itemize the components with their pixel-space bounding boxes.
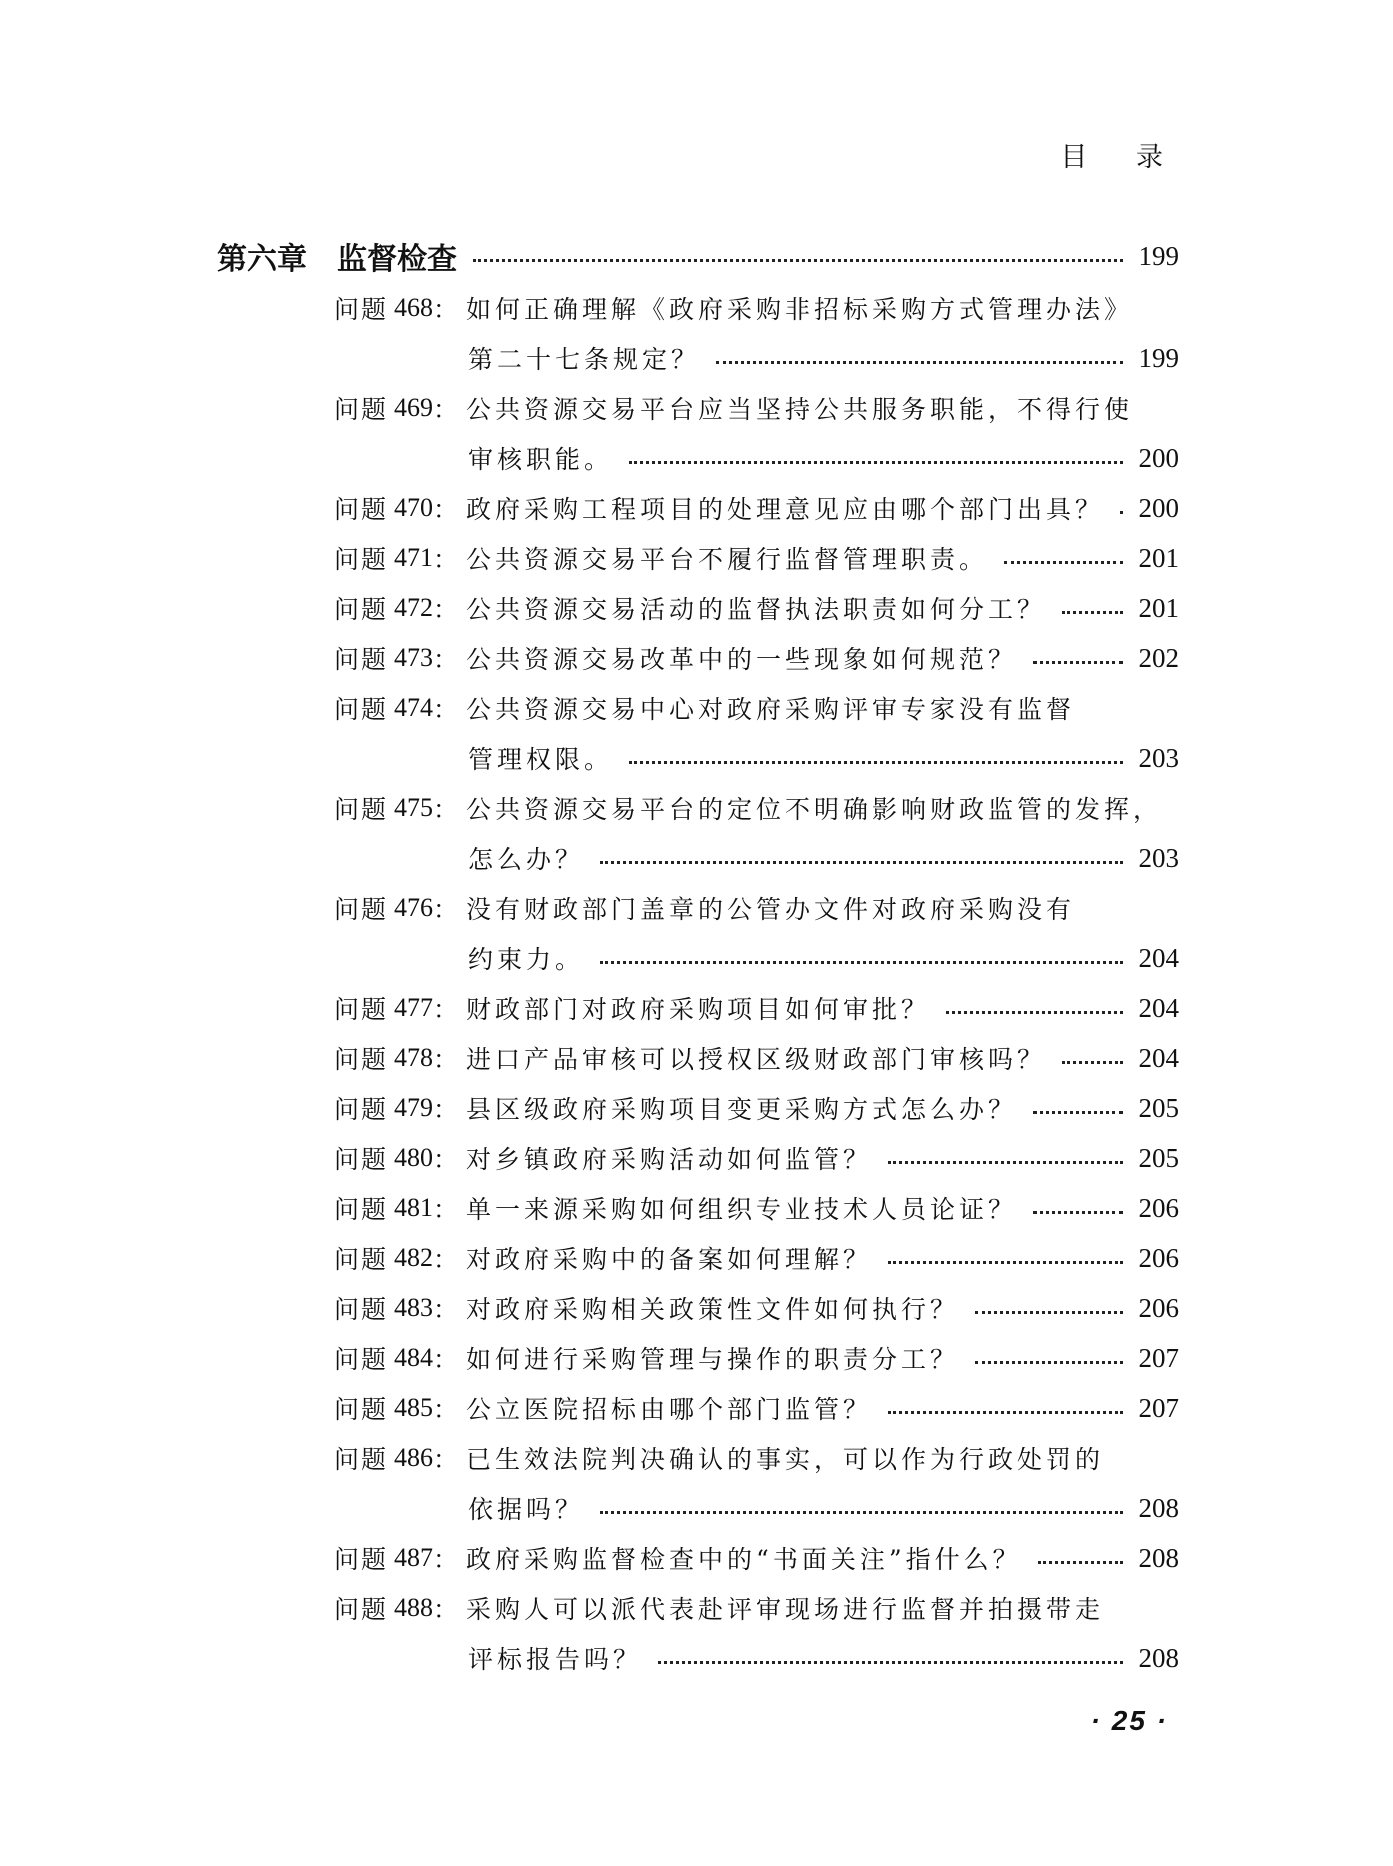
question-title-continued: 依据吗？ [468,1495,585,1524]
page-number: 200 [1138,442,1179,473]
question-number: 481 [394,1193,434,1222]
question-label: 问题 [334,995,389,1024]
question-number: 470 [394,493,434,522]
question-label: 问题 [334,1595,389,1624]
question-title: 已生效法院判决确认的事实，可以作为行政处罚的 [466,1445,1105,1474]
question-number: 468 [394,293,434,322]
question-label: 问题 [334,1445,389,1474]
question-number: 480 [394,1143,434,1172]
question-label: 问题 [334,1045,389,1074]
toc-entries [0,283,1393,1683]
dot-leader [946,1011,1122,1014]
dot-leader [888,1411,1122,1414]
question-number: 471 [394,543,434,572]
page-number: 207 [1138,1342,1179,1373]
dot-leader [1033,1211,1122,1214]
dot-leader [1033,661,1122,664]
page-number: 201 [1138,542,1179,573]
question-label: 问题 [334,1195,389,1224]
question-title: 公共资源交易平台应当坚持公共服务职能，不得行使 [466,395,1134,424]
page-number: 204 [1138,992,1179,1023]
question-label: 问题 [334,1295,389,1324]
question-label: 问题 [334,1145,389,1174]
question-title: 对政府采购相关政策性文件如何执行？ [466,1295,960,1324]
dot-leader [716,361,1122,364]
page-number: 201 [1138,592,1179,623]
question-number: 478 [394,1043,434,1072]
question-label: 问题 [334,295,389,324]
toc-entry-481[interactable]: 问题 481 ： 单一来源采购如何组织专业技术人员论证？ 206 [0,1183,1393,1233]
dot-leader [1062,1061,1122,1064]
question-title: 采购人可以派代表赴评审现场进行监督并拍摄带走 [466,1595,1105,1624]
question-label: 问题 [334,395,389,424]
question-label: 问题 [334,895,389,924]
question-number: 486 [394,1443,434,1472]
toc-entry-475[interactable]: 问题 475 ： 公共资源交易平台的定位不明确影响财政监管的发挥， 怎么办？ 203 [0,783,1393,883]
dot-leader [1038,1561,1123,1564]
question-number: 479 [394,1093,434,1122]
page-number: 206 [1138,1242,1179,1273]
question-label: 问题 [334,545,389,574]
question-label: 问题 [334,795,389,824]
dot-leader [975,1361,1122,1364]
dot-leader [888,1161,1122,1164]
question-label: 问题 [334,645,389,674]
dot-leader [888,1261,1122,1264]
question-label: 问题 [334,1395,389,1424]
question-title: 对乡镇政府采购活动如何监管？ [466,1145,873,1174]
toc-entry-477[interactable]: 问题 477 ： 财政部门对政府采购项目如何审批？ 204 [0,983,1393,1033]
question-title-continued: 第二十七条规定？ [468,345,701,374]
dot-leader [1004,561,1122,564]
question-number: 483 [394,1293,434,1322]
toc-entry-479[interactable]: 问题 479 ： 县区级政府采购项目变更采购方式怎么办？ 205 [0,1083,1393,1133]
question-number: 484 [394,1343,434,1372]
question-title: 公共资源交易活动的监督执法职责如何分工？ [466,595,1047,624]
question-number: 477 [394,993,434,1022]
question-label: 问题 [334,495,389,524]
dot-leader [629,761,1122,764]
page-number: 204 [1138,942,1179,973]
page-number: 205 [1138,1142,1179,1173]
question-title-continued: 约束力。 [468,945,585,974]
dot-leader [1062,611,1122,614]
toc-entry-480[interactable]: 问题 480 ： 对乡镇政府采购活动如何监管？ 205 [0,1133,1393,1183]
question-title: 政府采购工程项目的处理意见应由哪个部门出具？ [466,495,1105,524]
page-number: 206 [1138,1192,1179,1223]
question-title: 单一来源采购如何组织专业技术人员论证？ [466,1195,1018,1224]
question-title: 如何进行采购管理与操作的职责分工？ [466,1345,960,1374]
question-label: 问题 [334,1245,389,1274]
page-number: 203 [1138,742,1179,773]
question-label: 问题 [334,695,389,724]
dot-leader [1033,1111,1122,1114]
question-number: 488 [394,1593,434,1622]
question-number: 472 [394,593,434,622]
toc-entry-471[interactable]: 问题 471 ： 公共资源交易平台不履行监督管理职责。 201 [0,533,1393,583]
toc-entry-469[interactable]: 问题 469 ： 公共资源交易平台应当坚持公共服务职能，不得行使 审核职能。 200 [0,383,1393,483]
question-number: 487 [394,1543,434,1572]
toc-entry-473[interactable]: 问题 473 ： 公共资源交易改革中的一些现象如何规范？ 202 [0,633,1393,683]
question-number: 485 [394,1393,434,1422]
question-number: 475 [394,793,434,822]
toc-entry-486[interactable]: 问题 486 ： 已生效法院判决确认的事实，可以作为行政处罚的 依据吗？ 208 [0,1433,1393,1533]
question-label: 问题 [334,1345,389,1374]
question-label: 问题 [334,1545,389,1574]
question-title: 公共资源交易改革中的一些现象如何规范？ [466,645,1018,674]
question-title-continued: 管理权限。 [468,745,614,774]
dot-leader [600,961,1122,964]
question-title: 进口产品审核可以授权区级财政部门审核吗？ [466,1045,1047,1074]
question-number: 474 [394,693,434,722]
chapter-page-number: 199 [1138,240,1179,271]
chapter-title: 监督检查 [337,242,457,277]
dot-leader [473,259,1123,262]
question-title: 公立医院招标由哪个部门监管？ [466,1395,873,1424]
question-number: 469 [394,393,434,422]
dot-leader [658,1661,1122,1664]
toc-entry-485[interactable]: 问题 485 ： 公立医院招标由哪个部门监管？ 207 [0,1383,1393,1433]
page-number: 200 [1138,492,1179,523]
dot-leader [600,1511,1122,1514]
question-title-continued: 怎么办？ [468,845,585,874]
page-number: 208 [1138,1642,1179,1673]
page-number: 205 [1138,1092,1179,1123]
question-label: 问题 [334,1095,389,1124]
page-number: 206 [1138,1292,1179,1323]
page-number: 208 [1138,1492,1179,1523]
question-title: 县区级政府采购项目变更采购方式怎么办？ [466,1095,1018,1124]
toc-entry-484[interactable]: 问题 484 ： 如何进行采购管理与操作的职责分工？ 207 [0,1333,1393,1383]
toc-entry-476[interactable]: 问题 476 ： 没有财政部门盖章的公管办文件对政府采购没有 约束力。 204 [0,883,1393,983]
toc-entry-470[interactable]: 问题 470 ： 政府采购工程项目的处理意见应由哪个部门出具？ 200 [0,483,1393,533]
toc-entry-488[interactable]: 问题 488 ： 采购人可以派代表赴评审现场进行监督并拍摄带走 评标报告吗？ 208 [0,1583,1393,1683]
toc-entry-483[interactable]: 问题 483 ： 对政府采购相关政策性文件如何执行？ 206 [0,1283,1393,1333]
question-title-continued: 评标报告吗？ [468,1645,643,1674]
toc-entry-487[interactable]: 问题 487 ： 政府采购监督检查中的“书面关注”指什么？ 208 [0,1533,1393,1583]
page-number: 203 [1138,842,1179,873]
question-number: 476 [394,893,434,922]
chapter-heading[interactable] [217,234,1179,278]
dot-leader [975,1311,1122,1314]
question-number: 482 [394,1243,434,1272]
question-title: 政府采购监督检查中的“书面关注”指什么？ [466,1545,1022,1574]
page-number: 204 [1138,1042,1179,1073]
toc-entry-472[interactable]: 问题 472 ： 公共资源交易活动的监督执法职责如何分工？ 201 [0,583,1393,633]
toc-entry-468[interactable]: 问题 468 ： 如何正确理解《政府采购非招标采购方式管理办法》 第二十七条规定？ 199 [0,283,1393,383]
question-label: 问题 [334,595,389,624]
question-title: 如何正确理解《政府采购非招标采购方式管理办法》 [466,295,1134,324]
question-title: 对政府采购中的备案如何理解？ [466,1245,873,1274]
page-number: 202 [1138,642,1179,673]
question-title: 财政部门对政府采购项目如何审批？ [466,995,931,1024]
page-footer-number: · 25 · [1090,1705,1168,1736]
question-title-continued: 审核职能。 [468,445,614,474]
dot-leader [629,461,1122,464]
chapter-label: 第六章 [217,242,307,277]
question-number: 473 [394,643,434,672]
page-number: 207 [1138,1392,1179,1423]
toc-entry-474[interactable]: 问题 474 ： 公共资源交易中心对政府采购评审专家没有监督 管理权限。 203 [0,683,1393,783]
page-number: 199 [1138,342,1179,373]
page-number: 208 [1138,1542,1179,1573]
running-header: 目 录 [1060,142,1183,173]
dot-leader [1120,511,1122,514]
toc-entry-478[interactable]: 问题 478 ： 进口产品审核可以授权区级财政部门审核吗？ 204 [0,1033,1393,1083]
dot-leader [600,861,1122,864]
question-title: 公共资源交易平台的定位不明确影响财政监管的发挥， [466,795,1163,824]
toc-entry-482[interactable]: 问题 482 ： 对政府采购中的备案如何理解？ 206 [0,1233,1393,1283]
question-title: 公共资源交易平台不履行监督管理职责。 [466,545,989,574]
question-title: 公共资源交易中心对政府采购评审专家没有监督 [466,695,1076,724]
question-title: 没有财政部门盖章的公管办文件对政府采购没有 [466,895,1076,924]
